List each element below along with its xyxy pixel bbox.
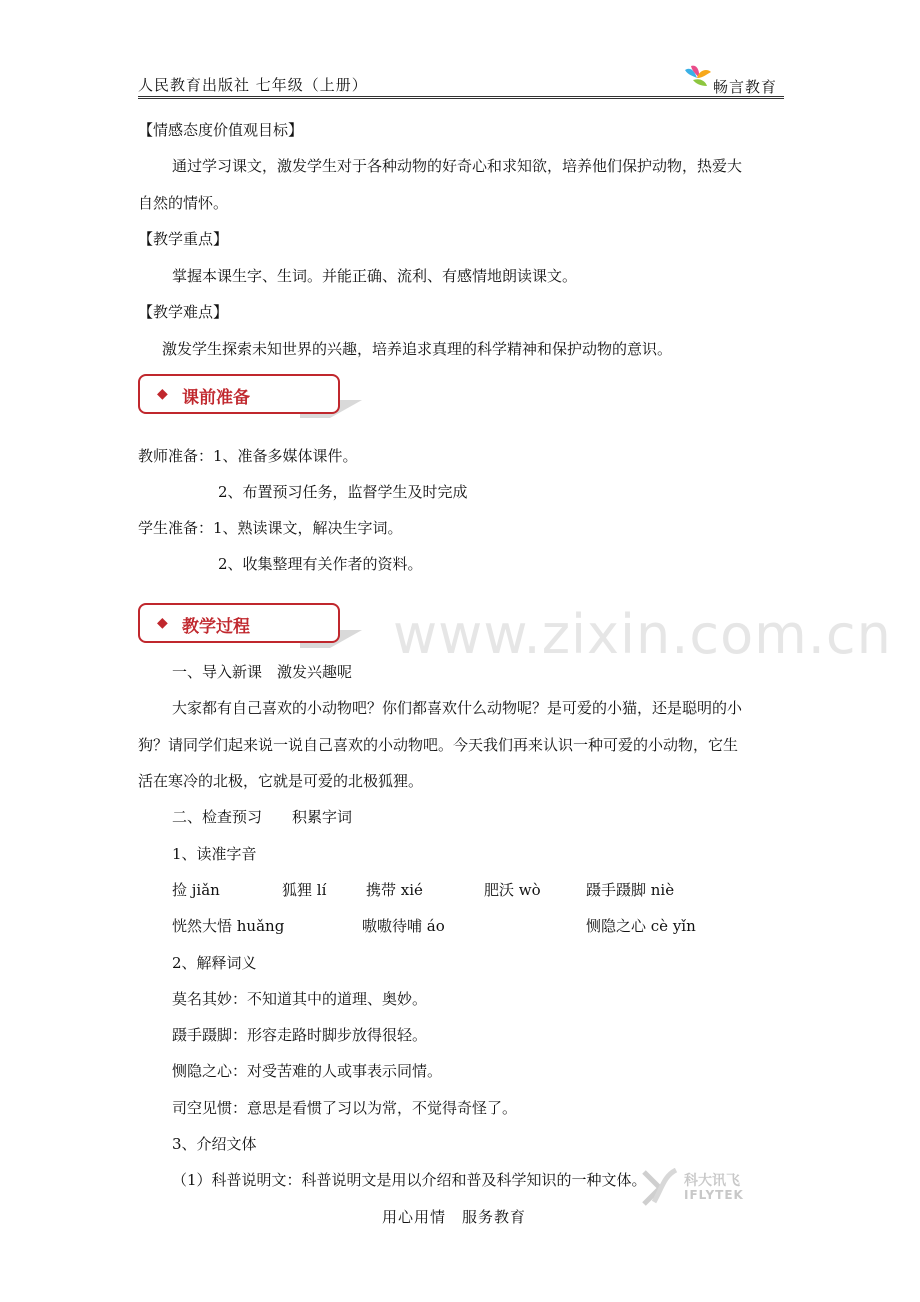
intro-line2: 狗？请同学们起来说一说自己喜欢的小动物吧。今天我们再来认识一种可爱的小动物，它生 bbox=[138, 736, 739, 754]
step-2-heading: 二、检查预习 积累字词 bbox=[172, 808, 353, 826]
student-prep-1: 学生准备：1、熟读课文，解决生字词。 bbox=[138, 519, 403, 537]
section-title-preparation: 课前准备 bbox=[182, 388, 250, 408]
footer-slogan: 用心用情 服务教育 bbox=[382, 1208, 527, 1226]
header-publisher: 人民教育出版社 七年级（上册） bbox=[138, 76, 368, 94]
brand-bird-icon bbox=[683, 64, 713, 90]
heading-emotion: 【情感态度价值观目标】 bbox=[138, 121, 304, 139]
teacher-prep-2: 2、布置预习任务，监督学生及时完成 bbox=[218, 483, 468, 501]
pinyin-item: 肥沃 wò bbox=[484, 881, 541, 899]
heading-difficulties: 【教学难点】 bbox=[138, 303, 229, 321]
para-key-points: 掌握本课生字、生词。并能正确、流利、有感情地朗读课文。 bbox=[172, 267, 578, 285]
para-emotion-line2: 自然的情怀。 bbox=[138, 194, 229, 212]
section-banner-process bbox=[138, 603, 340, 643]
watermark: www.zixin.com.cn bbox=[393, 603, 892, 666]
iflytek-mark-icon bbox=[640, 1168, 680, 1206]
pinyin-item: 蹑手蹑脚 niè bbox=[586, 881, 675, 899]
pinyin-item: 狐狸 lí bbox=[282, 881, 327, 899]
section-title-process: 教学过程 bbox=[182, 617, 250, 637]
header-brand: 畅言教育 bbox=[713, 78, 778, 96]
student-prep-2: 2、收集整理有关作者的资料。 bbox=[218, 555, 423, 573]
pinyin-item: 恻隐之心 cè yǐn bbox=[586, 917, 696, 935]
intro-line1: 大家都有自己喜欢的小动物吧？你们都喜欢什么动物呢？是可爱的小猫，还是聪明的小 bbox=[172, 699, 743, 717]
definition-item: 蹑手蹑脚：形容走路时脚步放得很轻。 bbox=[172, 1026, 428, 1044]
iflytek-cn: 科大讯飞 bbox=[684, 1173, 740, 1189]
iflytek-en: IFLYTEK bbox=[684, 1188, 744, 1202]
pinyin-item: 恍然大悟 huǎng bbox=[172, 917, 285, 935]
definition-item: 司空见惯：意思是看惯了习以为常，不觉得奇怪了。 bbox=[172, 1099, 518, 1117]
section-banner-preparation bbox=[138, 374, 340, 414]
pinyin-item: 捡 jiǎn bbox=[172, 881, 220, 899]
para-difficulties: 激发学生探索未知世界的兴趣，培养追求真理的科学精神和保护动物的意识。 bbox=[162, 340, 673, 358]
para-emotion-line1: 通过学习课文，激发学生对于各种动物的好奇心和求知欲，培养他们保护动物，热爱大 bbox=[172, 157, 743, 175]
genre-description: （1）科普说明文：科普说明文是用以介绍和普及科学知识的一种文体。 bbox=[172, 1171, 647, 1189]
step-1-heading: 一、导入新课 激发兴趣呢 bbox=[172, 663, 353, 681]
definition-item: 恻隐之心：对受苦难的人或事表示同情。 bbox=[172, 1062, 443, 1080]
pinyin-item: 嗷嗷待哺 áo bbox=[362, 917, 445, 935]
definition-item: 莫名其妙：不知道其中的道理、奥妙。 bbox=[172, 990, 428, 1008]
sub-heading-definitions: 2、解释词义 bbox=[172, 954, 257, 972]
sub-heading-genre: 3、介绍文体 bbox=[172, 1135, 257, 1153]
heading-key-points: 【教学重点】 bbox=[138, 230, 229, 248]
intro-line3: 活在寒冷的北极，它就是可爱的北极狐狸。 bbox=[138, 772, 424, 790]
diamond-icon: ◆ bbox=[157, 386, 168, 402]
header-divider bbox=[138, 96, 784, 99]
diamond-icon: ◆ bbox=[157, 615, 168, 631]
sub-heading-pronunciation: 1、读准字音 bbox=[172, 845, 257, 863]
pinyin-item: 携带 xié bbox=[366, 881, 423, 899]
teacher-prep-1: 教师准备：1、准备多媒体课件。 bbox=[138, 447, 358, 465]
